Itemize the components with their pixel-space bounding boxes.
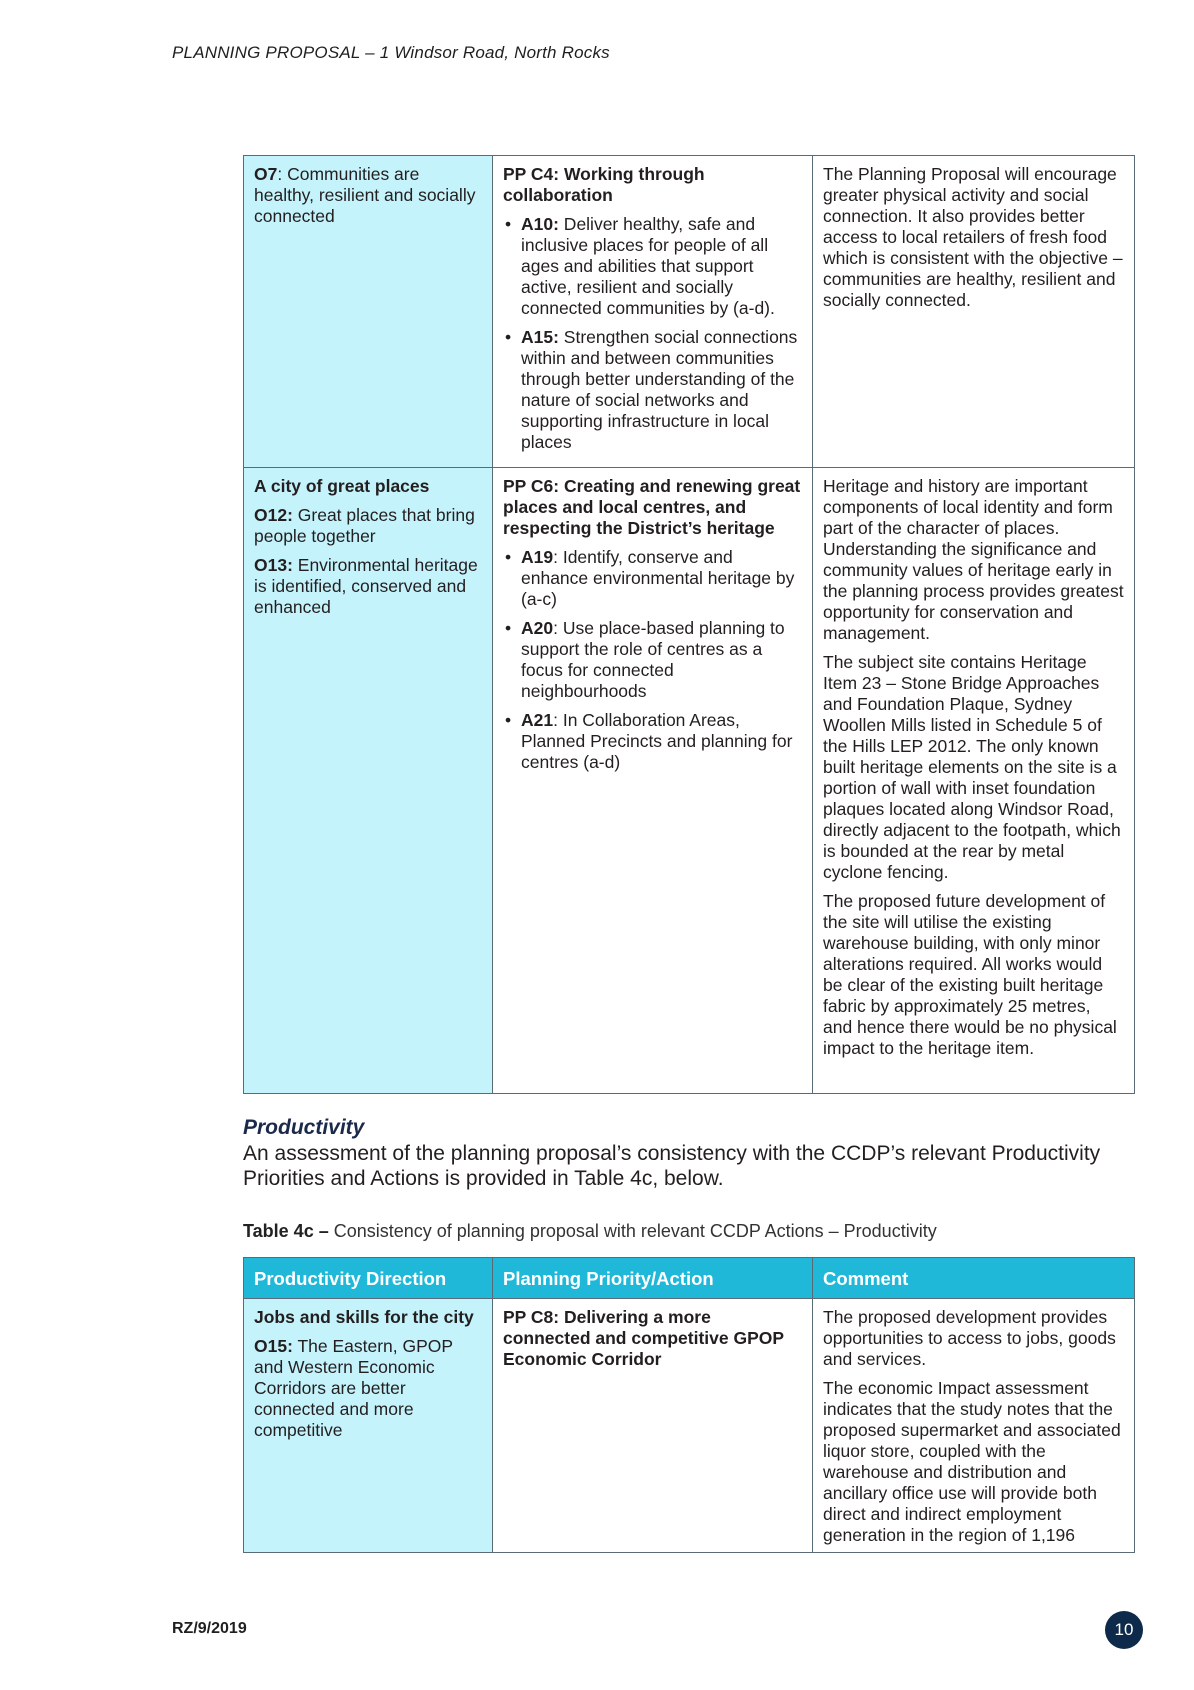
direction-cell xyxy=(244,156,493,468)
direction-heading: Jobs and skills for the city xyxy=(254,1307,474,1327)
comment-paragraph: Heritage and history are important components of local identity and form part of the character of places. Understanding the significance and community values of heritage early in the planning process provides greatest opportunity for conservation and management. xyxy=(823,476,1124,643)
action-item: • A10: Deliver healthy, safe and inclusive places for people of all ages and abilities that support active, resilient and socially connected communities by (a-d). xyxy=(521,214,802,319)
table-row xyxy=(244,1299,1135,1553)
direction-cell xyxy=(244,468,493,1094)
priority-title: PP C4: Working through collaboration xyxy=(503,164,705,205)
table-4b-continued xyxy=(243,155,1135,1094)
action-list xyxy=(503,547,802,773)
comment-cell xyxy=(813,1299,1135,1553)
table-caption: Table 4c – Consistency of planning proposal with relevant CCDP Actions – Productivity xyxy=(243,1221,937,1241)
action-item: • A20: Use place-based planning to support the role of centres as a focus for connected neighbourhoods xyxy=(521,618,802,702)
comment-paragraph: The proposed future development of the site will utilise the existing warehouse building, with only minor alterations required. All works would be clear of the existing built heritage fabric by approximately 25 metres, and hence there would be no physical impact to the heritage item. xyxy=(823,891,1117,1058)
page-number-badge: 10 xyxy=(1105,1611,1143,1649)
priority-title: PP C8: Delivering a more connected and competitive GPOP Economic Corridor xyxy=(503,1307,784,1369)
priority-cell xyxy=(493,156,813,468)
priority-title: PP C6: Creating and renewing great places and local centres, and respecting the District’s heritage xyxy=(503,476,801,538)
direction-item: O7: Communities are healthy, resilient and socially connected xyxy=(254,164,476,226)
priority-cell xyxy=(493,468,813,1094)
priority-cell xyxy=(493,1299,813,1553)
comment-paragraph: The proposed development provides opportunities to access to jobs, goods and services. xyxy=(823,1307,1116,1369)
page-footer-reference: RZ/9/2019 xyxy=(172,1620,247,1637)
action-item: • A21: In Collaboration Areas, Planned Precincts and planning for centres (a-d) xyxy=(521,710,802,773)
column-header: Planning Priority/Action xyxy=(493,1258,813,1299)
action-list xyxy=(503,214,802,453)
table-row xyxy=(244,468,1135,1094)
comment-paragraph: The subject site contains Heritage Item 23 – Stone Bridge Approaches and Foundation Plaque, Sydney Woollen Mills listed in Schedule 5 of the Hills LEP 2012. The only known built heritage elements on the site is a portion of wall with inset foundation plaques located along Windsor Road, directly adjacent to the footpath, which is bounded at the rear by metal cyclone fencing. xyxy=(823,652,1121,882)
direction-item: O12: Great places that bring people together xyxy=(254,505,475,546)
column-header: Comment xyxy=(813,1258,1135,1299)
direction-item: O13: Environmental heritage is identified, conserved and enhanced xyxy=(254,555,478,617)
column-header: Productivity Direction xyxy=(244,1258,493,1299)
action-item: • A19: Identify, conserve and enhance environmental heritage by (a-c) xyxy=(521,547,802,610)
page-header: PLANNING PROPOSAL – 1 Windsor Road, North Rocks xyxy=(172,43,610,62)
direction-cell xyxy=(244,1299,493,1553)
comment-paragraph: The economic Impact assessment indicates that the study notes that the proposed supermarket and associated liquor store, coupled with the warehouse and distribution and ancillary office use will provide both direct and indirect employment generation in the region of 1,196 xyxy=(823,1378,1121,1545)
table-header-row xyxy=(244,1258,1135,1299)
comment-paragraph: The Planning Proposal will encourage greater physical activity and social connection. It also provides better access to local retailers of fresh food which is consistent with the objective – communities are healthy, resilient and socially connected. xyxy=(823,164,1123,310)
section-heading: Productivity xyxy=(243,1116,365,1139)
section-intro: An assessment of the planning proposal’s consistency with the CCDP’s relevant Productivity Priorities and Actions is provided in Table 4c, below. xyxy=(243,1142,1101,1190)
direction-heading: A city of great places xyxy=(254,476,430,496)
productivity-section xyxy=(243,1116,1143,1191)
comment-cell xyxy=(813,156,1135,468)
action-item: • A15: Strengthen social connections within and between communities through better understanding of the nature of social networks and supporting infrastructure in local places xyxy=(521,327,802,453)
table-4c xyxy=(243,1257,1135,1553)
comment-cell xyxy=(813,468,1135,1094)
direction-item: O15: The Eastern, GPOP and Western Economic Corridors are better connected and more competitive xyxy=(254,1336,453,1440)
table-row xyxy=(244,156,1135,468)
